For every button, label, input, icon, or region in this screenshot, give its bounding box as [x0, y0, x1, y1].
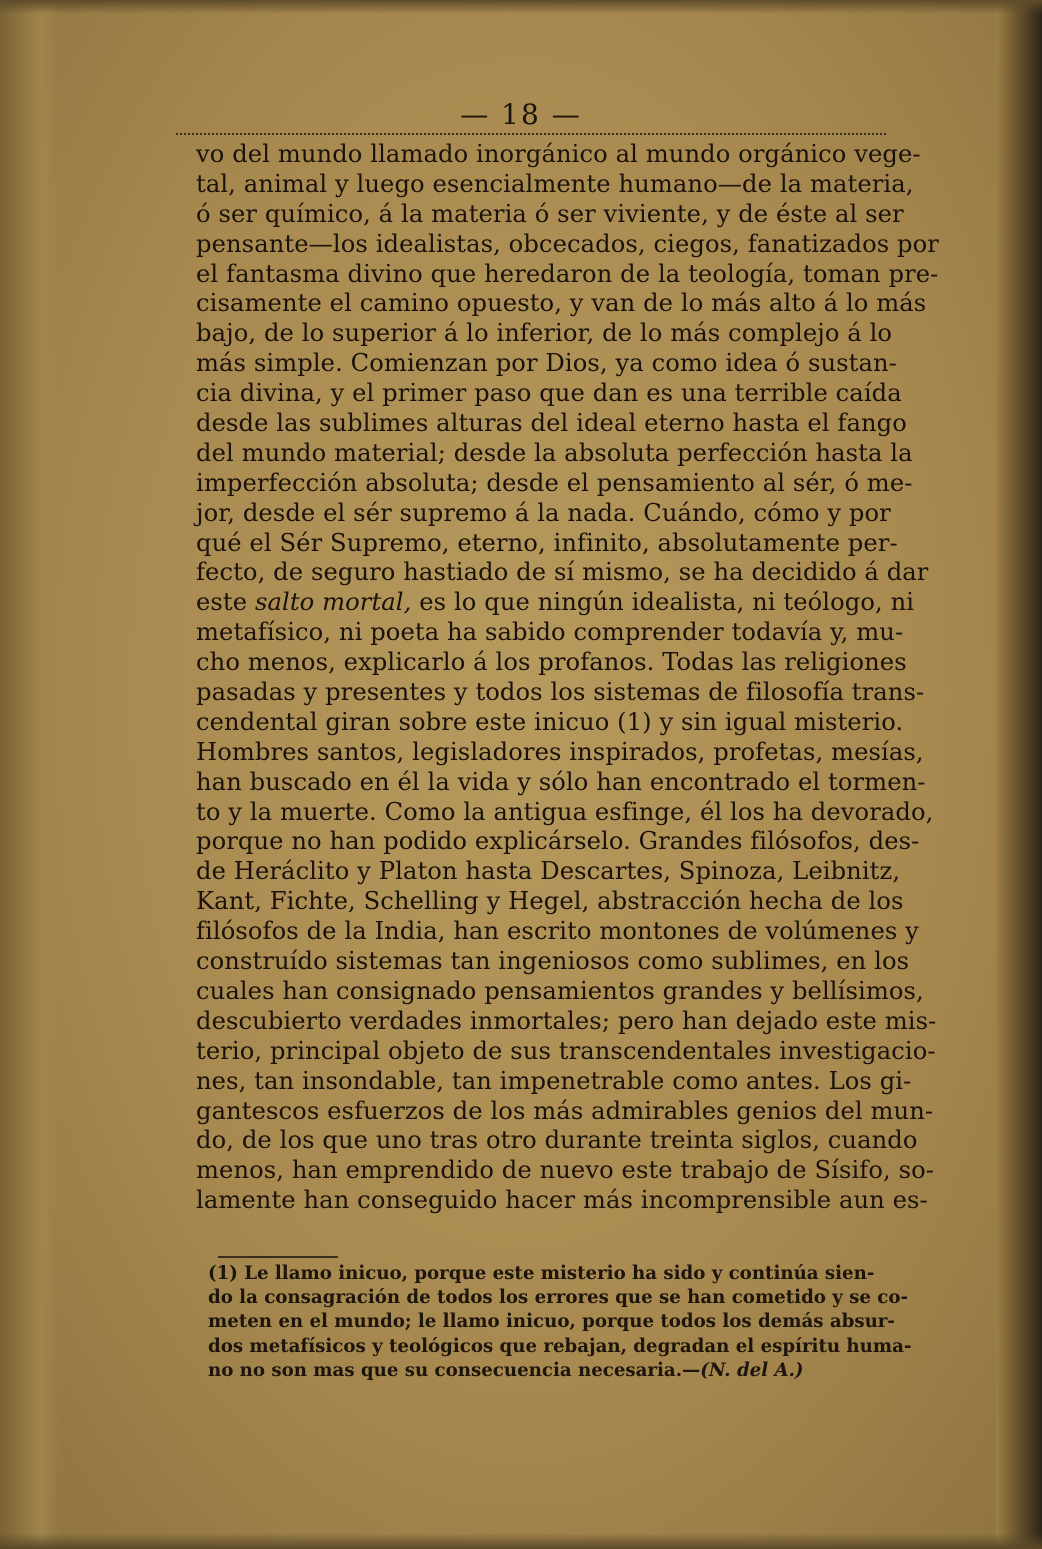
text-line: del mundo material; desde la absoluta perfección hasta la [196, 438, 913, 467]
text-line: do, de los que uno tras otro durante treinta siglos, cuando [196, 1126, 918, 1155]
text-line: pasadas y presentes y todos los sistemas de filosofía trans- [196, 678, 925, 707]
footnote-line: meten en el mundo; le llamo inicuo, porque todos los demás absur- [208, 1311, 895, 1333]
text-line: cisamente el camino opuesto, y van de lo más alto á lo más [196, 289, 927, 318]
text-line: de Heráclito y Platon hasta Descartes, Spinoza, Leibnitz, [196, 857, 901, 886]
text-line: bajo, de lo superior á lo inferior, de lo más complejo á lo [196, 319, 893, 348]
text-line: to y la muerte. Como la antigua esfinge, él los ha devorado, [196, 797, 934, 826]
page-spine-shadow [0, 0, 60, 1549]
header-rule [176, 133, 886, 135]
text-line: cendental giran sobre este inicuo (1) y sin igual misterio. [196, 707, 904, 736]
text-line: nes, tan insondable, tan impenetrable como antes. Los gi- [196, 1066, 912, 1095]
body-text [196, 140, 939, 1216]
text-line: pensante—los idealistas, obcecados, ciegos, fanatizados por [196, 229, 939, 258]
text-line: han buscado en él la vida y sólo han encontrado el tormen- [196, 767, 926, 796]
page-right-edge [996, 0, 1042, 1549]
footnote-line: dos metafísicos y teológicos que rebajan, degradan el espíritu huma- [208, 1335, 912, 1357]
text-line: menos, han emprendido de nuevo este trabajo de Sísifo, so- [196, 1156, 935, 1185]
text-line: cuales han consignado pensamientos grandes y bellísimos, [196, 976, 924, 1005]
footnote-attribution: (N. del A.) [700, 1359, 804, 1381]
text-line: filósofos de la India, han escrito montones de volúmenes y [196, 917, 919, 946]
footnote-rule [218, 1256, 338, 1258]
text-line: porque no han podido explicárselo. Grandes filósofos, des- [196, 827, 920, 856]
footnote-line [208, 1359, 908, 1383]
footnote-fragment: no no son mas que su consecuencia necesaria.— [208, 1359, 701, 1381]
text-line: lamente han conseguido hacer más incomprensible aun es- [196, 1186, 928, 1215]
text-line: desde las sublimes alturas del ideal eterno hasta el fango [196, 409, 907, 438]
text-line: fecto, de seguro hastiado de sí mismo, se ha decidido á dar [196, 558, 929, 587]
page-top-edge [0, 0, 1042, 14]
text-line: cia divina, y el primer paso que dan es una terrible caída [196, 379, 902, 408]
text-line: construído sistemas tan ingeniosos como sublimes, en los [196, 947, 910, 976]
text-line: Hombres santos, legisladores inspirados, profetas, mesías, [196, 737, 924, 766]
text-line: el fantasma divino que heredaron de la teología, toman pre- [196, 259, 939, 288]
text-line: jor, desde el sér supremo á la nada. Cuándo, cómo y por [196, 498, 891, 527]
text-line: Kant, Fichte, Schelling y Hegel, abstracción hecha de los [196, 887, 904, 916]
text-line: tal, animal y luego esencialmente humano—de la materia, [196, 169, 914, 198]
text-line: más simple. Comienzan por Dios, ya como idea ó sustan- [196, 349, 897, 378]
text-line: cho menos, explicarlo á los profanos. Todas las religiones [196, 648, 907, 677]
text-line: gantescos esfuerzos de los más admirables genios del mun- [196, 1096, 934, 1125]
footnote-line: (1) Le llamo inicuo, porque este misterio ha sido y continúa sien- [208, 1263, 875, 1284]
text-line: vo del mundo llamado inorgánico al mundo orgánico vege- [196, 140, 921, 168]
text-line: descubierto verdades inmortales; pero han dejado este mis- [196, 1006, 937, 1035]
text-line: terio, principal objeto de sus transcendentales investigacio- [196, 1036, 936, 1065]
page-number: — 18 — [460, 98, 582, 131]
footnote [208, 1262, 912, 1383]
text-line [196, 588, 915, 618]
text-line: ó ser químico, á la materia ó ser viviente, y de éste al ser [196, 199, 904, 228]
footnote-line: do la consagración de todos los errores que se han cometido y se co- [208, 1287, 909, 1309]
text-fragment: es lo que ningún idealista, ni teólogo, ni [419, 588, 915, 617]
text-fragment: este [196, 588, 248, 617]
text-line: imperfección absoluta; desde el pensamiento al sér, ó me- [196, 468, 913, 497]
text-line: metafísico, ni poeta ha sabido comprender todavía y, mu- [196, 618, 904, 647]
page-bottom-edge [0, 1533, 1042, 1549]
text-line: qué el Sér Supremo, eterno, infinito, absolutamente per- [196, 528, 898, 557]
italic-phrase: salto mortal, [254, 588, 412, 617]
